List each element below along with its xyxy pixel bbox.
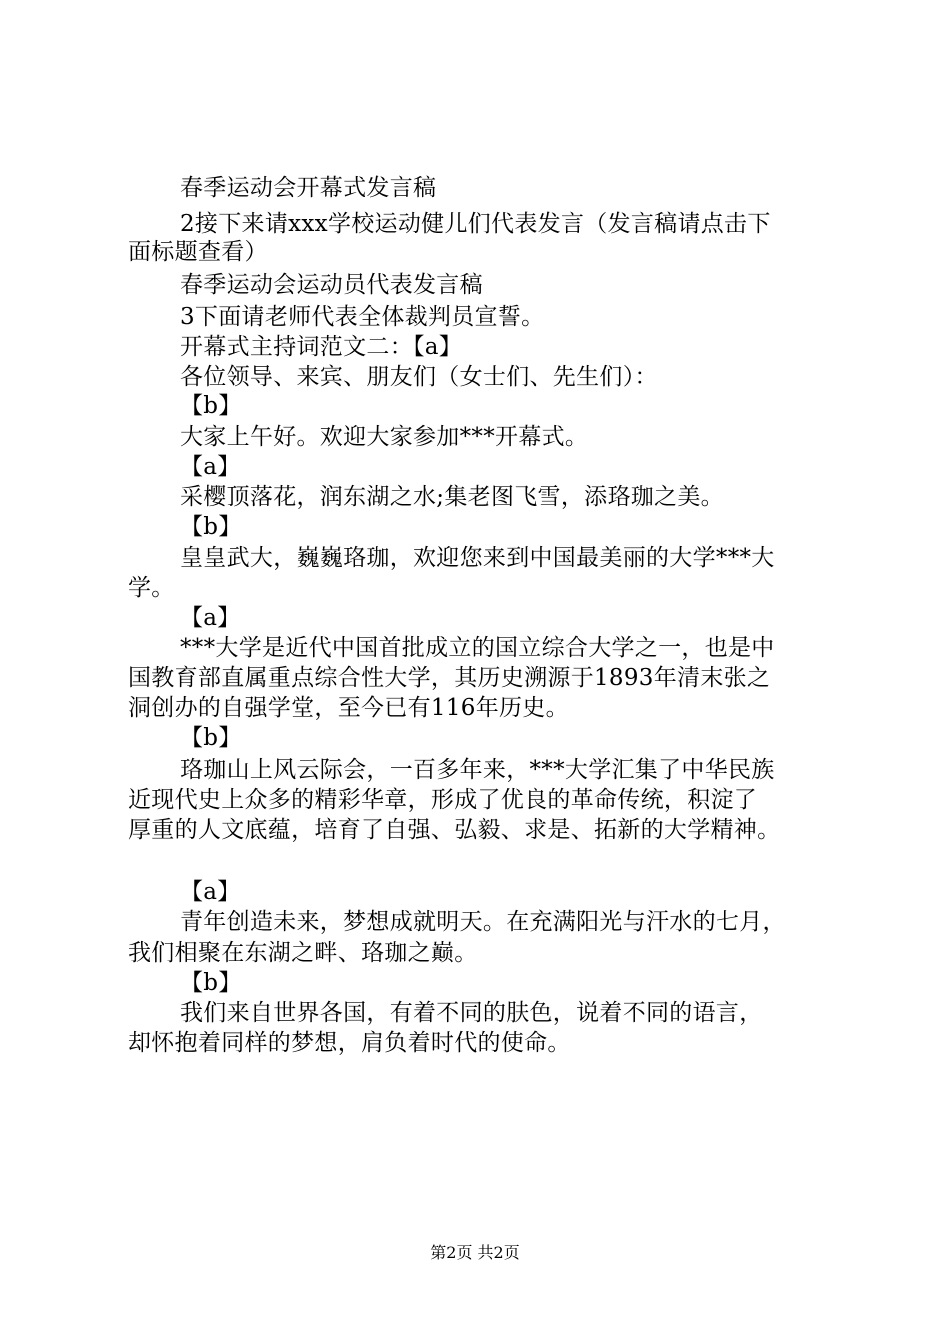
text-line: 【a】 — [180, 454, 241, 480]
text-line: 各位领导、来宾、朋友们（女士们、先生们）： — [180, 364, 658, 390]
text-line: 春季运动会运动员代表发言稿 — [180, 272, 483, 298]
text-line: 珞珈山上风云际会，一百多年来，***大学汇集了中华民族 — [180, 757, 775, 783]
text-line: 我们来自世界各国，有着不同的肤色，说着不同的语言， — [180, 1000, 763, 1026]
text-line: 洞创办的自强学堂，至今已有116年历史。 — [128, 695, 569, 721]
text-line: 春季运动会开幕式发言稿 — [180, 175, 437, 201]
text-line: 国教育部直属重点综合性大学，其历史溯源于1893年清末张之 — [128, 665, 771, 691]
text-line: 开幕式主持词范文二：【a】 — [180, 334, 463, 360]
text-line: 青年创造未来，梦想成就明天。在充满阳光与汗水的七月， — [180, 909, 786, 935]
text-line: 3下面请老师代表全体裁判员宣誓。 — [180, 304, 545, 330]
text-line: 却怀抱着同样的梦想，肩负着时代的使命。 — [128, 1030, 571, 1056]
text-line: 大家上午好。欢迎大家参加***开幕式。 — [180, 424, 589, 450]
text-line: 皇皇武大，巍巍珞珈，欢迎您来到中国最美丽的大学***大 — [180, 545, 775, 571]
text-line: 【b】 — [180, 514, 242, 540]
page-footer: 第2页 共2页 — [430, 1243, 520, 1262]
text-line: 【b】 — [180, 970, 242, 996]
text-line: 学。 — [128, 575, 175, 601]
text-line: 近现代史上众多的精彩华章，形成了优良的革命传统，积淀了 — [128, 787, 758, 813]
text-line: 厚重的人文底蕴，培育了自强、弘毅、求是、拓新的大学精神。 — [128, 817, 781, 843]
text-line: 2接下来请xxx学校运动健儿们代表发言（发言稿请点击下 — [180, 211, 771, 237]
text-line: 采樱顶落花，润东湖之水;集老图飞雪，添珞珈之美。 — [180, 484, 724, 510]
text-line: 【b】 — [180, 393, 242, 419]
text-line: 【a】 — [180, 605, 241, 631]
text-line: ***大学是近代中国首批成立的国立综合大学之一，也是中 — [180, 635, 775, 661]
text-line: 面标题查看） — [128, 239, 268, 265]
text-line: 【b】 — [180, 725, 242, 751]
text-line: 【a】 — [180, 879, 241, 905]
text-line: 我们相聚在东湖之畔、珞珈之巅。 — [128, 940, 478, 966]
